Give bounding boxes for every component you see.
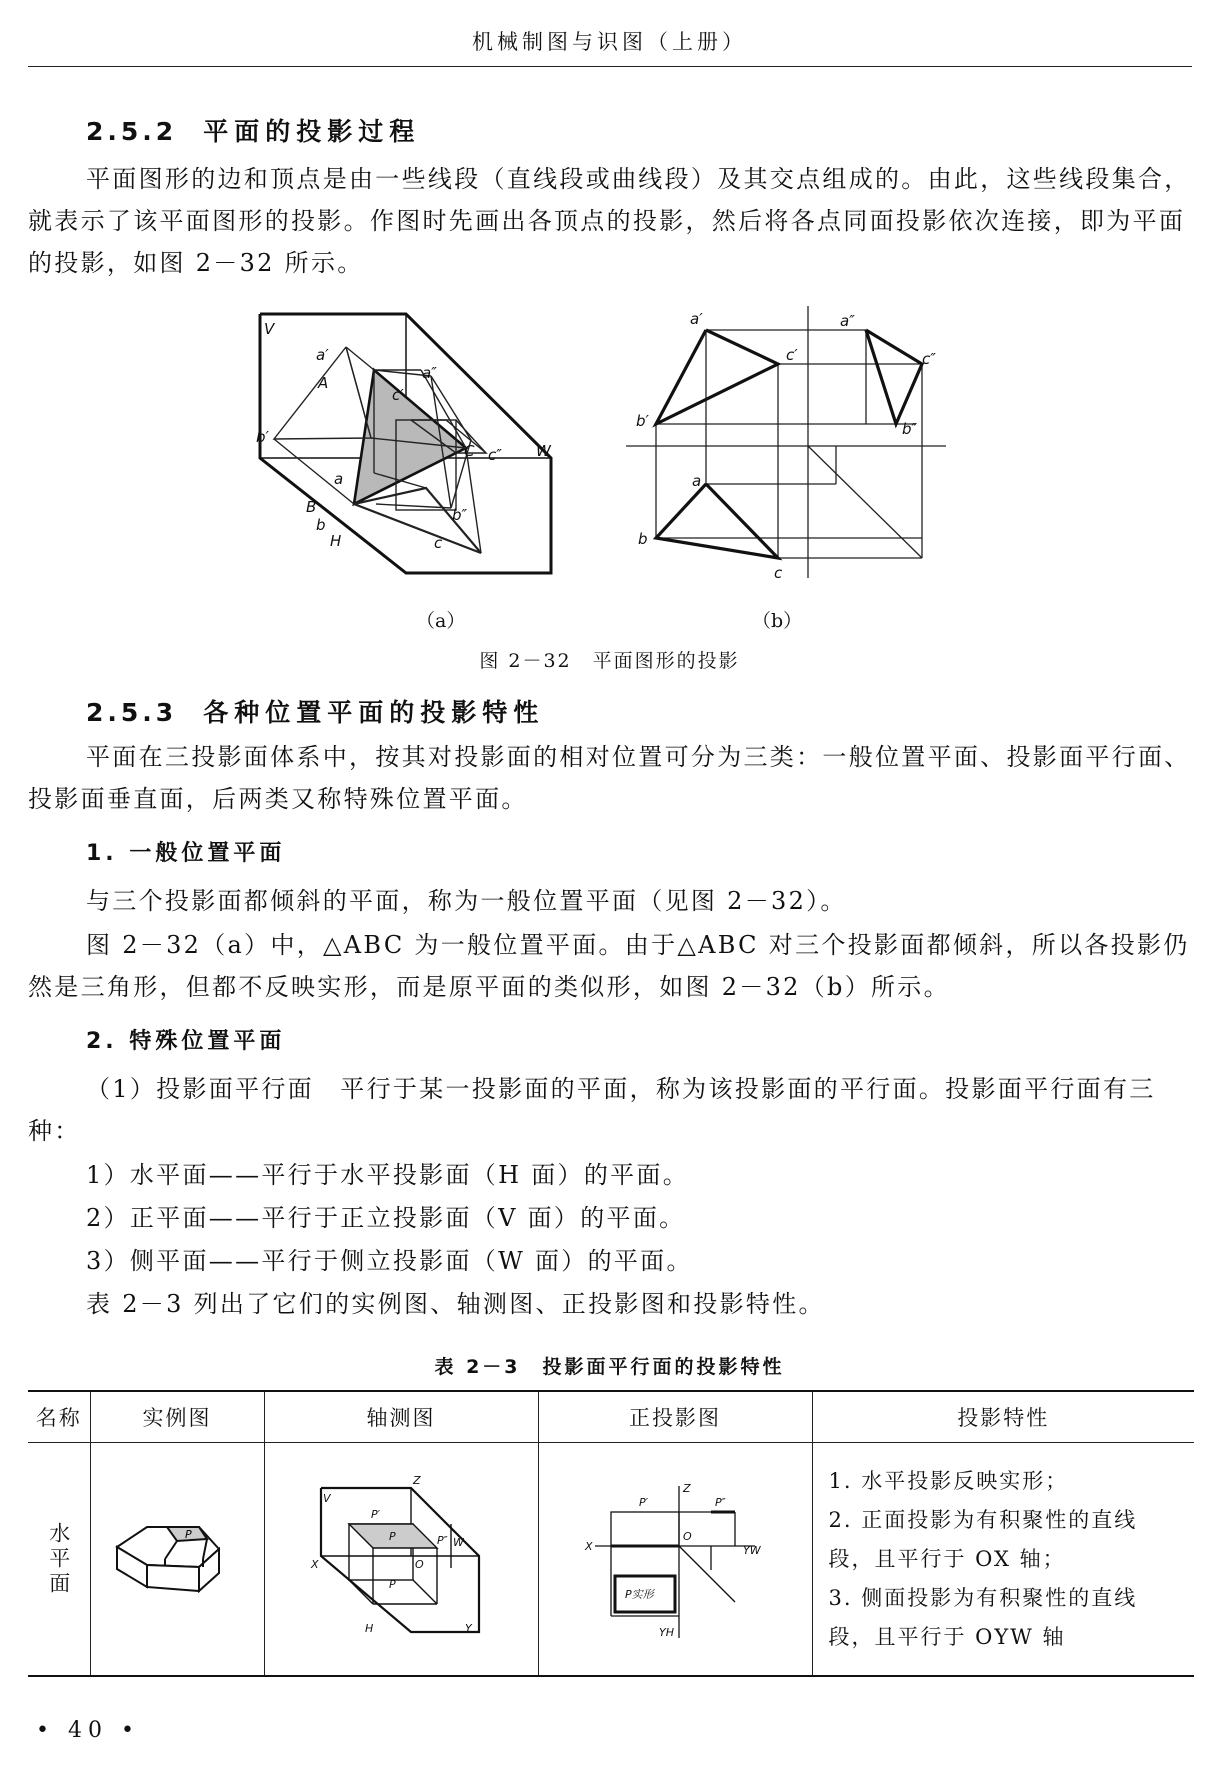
- figure-2-32b: [626, 306, 946, 582]
- page-number: • 40 •: [36, 1718, 140, 1743]
- running-header: 机械制图与识图（上册）: [472, 30, 747, 54]
- label-b1: b′: [256, 428, 269, 446]
- label-B: B: [306, 498, 317, 516]
- label-b2: b″: [902, 420, 918, 438]
- paragraph: [28, 158, 1194, 284]
- label-a1: a′: [690, 310, 703, 328]
- label-a2: a″: [840, 312, 855, 330]
- section-title: 平面的投影过程: [203, 117, 421, 146]
- paragraph: [28, 924, 1194, 1008]
- axo-label-Pb: P: [389, 1577, 396, 1591]
- example-drawing: [107, 1507, 247, 1607]
- axo-label-P2: P″: [437, 1533, 448, 1547]
- cell-axonometric: [264, 1443, 538, 1677]
- axonometric-drawing: [301, 1472, 501, 1642]
- section-number: 2.5.3: [86, 698, 178, 727]
- axo-label-H: H: [365, 1621, 374, 1635]
- figure-sublabel-b: （b）: [752, 610, 803, 632]
- axo-label-O: O: [415, 1557, 424, 1571]
- label-b1: b′: [636, 412, 649, 430]
- label-c: c: [434, 534, 443, 552]
- property-line: 段，且平行于 OYW 轴: [828, 1624, 1066, 1649]
- ortho-label-P1: P′: [639, 1495, 649, 1509]
- section-heading-2-5-3: [86, 693, 544, 729]
- ortho-label-Preal: P实形: [625, 1587, 654, 1601]
- example-label-P: P: [185, 1527, 192, 1541]
- axo-label-P1: P′: [371, 1507, 381, 1521]
- axo-label-X: X: [311, 1557, 319, 1571]
- subheading-general: 1. 一般位置平面: [86, 841, 286, 866]
- figure-2-32a: [256, 308, 556, 580]
- axo-label-W: W: [453, 1535, 464, 1549]
- ortho-label-P2: P″: [715, 1495, 726, 1509]
- list-item: [28, 1240, 1194, 1282]
- header-name: 名称: [28, 1391, 90, 1443]
- paragraph: [28, 880, 1194, 922]
- row-name: 水平面: [46, 1521, 71, 1597]
- header-orthographic: 正投影图: [538, 1391, 812, 1443]
- header-rule: [28, 66, 1192, 67]
- axo-label-Y: Y: [465, 1621, 472, 1635]
- property-line: 3. 侧面投影为有积聚性的直线: [828, 1585, 1138, 1610]
- cell-name: [28, 1443, 90, 1677]
- figure-sublabel-a: （a）: [416, 610, 466, 632]
- orthographic-drawing: [575, 1472, 775, 1642]
- list-item-text: 1）水平面——平行于水平投影面（H 面）的平面。: [86, 1161, 690, 1189]
- ortho-label-O: O: [683, 1529, 692, 1543]
- paragraph: [28, 736, 1194, 820]
- label-V: V: [264, 320, 275, 338]
- cell-example: [90, 1443, 264, 1677]
- table-2-3: [28, 1390, 1194, 1677]
- section-title: 各种位置平面的投影特性: [203, 698, 545, 727]
- header-example: 实例图: [90, 1391, 264, 1443]
- ortho-label-YH: YH: [659, 1625, 674, 1639]
- ortho-label-X: X: [585, 1539, 593, 1553]
- figure-caption: 图 2－32 平面图形的投影: [479, 650, 740, 672]
- section-heading-2-5-2: [86, 112, 420, 148]
- ortho-label-YW: YW: [743, 1543, 761, 1557]
- axo-label-V: V: [323, 1491, 331, 1505]
- label-b: b: [638, 530, 648, 548]
- paragraph: [28, 1283, 1194, 1325]
- label-c1: c′: [786, 346, 798, 364]
- label-b: b: [316, 516, 326, 534]
- property-line: 2. 正面投影为有积聚性的直线: [828, 1507, 1138, 1532]
- label-a2: a″: [422, 364, 437, 382]
- cell-properties: [812, 1443, 1194, 1677]
- label-c: c: [774, 564, 783, 582]
- list-item: [28, 1197, 1194, 1239]
- table-caption: 表 2－3 投影面平行面的投影特性: [434, 1356, 785, 1378]
- section-number: 2.5.2: [86, 117, 178, 146]
- property-line: 1. 水平投影反映实形；: [828, 1468, 1069, 1493]
- paragraph-text: （1）投影面平行面 平行于某一投影面的平面，称为该投影面的平行面。投影面平行面有三种：: [28, 1075, 1156, 1145]
- paragraph: [28, 1068, 1194, 1152]
- axo-label-Z: Z: [413, 1473, 421, 1487]
- label-C: C: [464, 442, 475, 460]
- label-a1: a′: [316, 346, 329, 364]
- subheading-special: 2. 特殊位置平面: [86, 1029, 286, 1054]
- list-item-text: 3）侧平面——平行于侧立投影面（W 面）的平面。: [86, 1247, 693, 1275]
- label-b2: b″: [452, 506, 468, 524]
- label-H: H: [330, 532, 342, 550]
- ortho-label-Z: Z: [683, 1481, 691, 1495]
- label-c2: c″: [488, 446, 502, 464]
- label-a: a: [334, 470, 344, 488]
- paragraph-text: 平面图形的边和顶点是由一些线段（直线段或曲线段）及其交点组成的。由此，这些线段集合，就表示了该平面图形的投影。作图时先画出各顶点的投影，然后将各点同面投影依次连接，即为平面的投影，如图 2－32 所示。: [28, 165, 1191, 277]
- paragraph-text: 与三个投影面都倾斜的平面，称为一般位置平面（见图 2－32）。: [86, 887, 847, 915]
- axo-label-P: P: [389, 1529, 396, 1543]
- header-axonometric: 轴测图: [264, 1391, 538, 1443]
- cell-orthographic: [538, 1443, 812, 1677]
- list-item-text: 2）正平面——平行于正立投影面（V 面）的平面。: [86, 1204, 686, 1232]
- list-item: [28, 1154, 1194, 1196]
- label-A: A: [318, 374, 329, 392]
- label-W: W: [536, 442, 551, 460]
- table-header-row: [28, 1391, 1194, 1443]
- paragraph-text: 图 2－32（a）中，△ABC 为一般位置平面。由于△ABC 对三个投影面都倾斜，所以各投影仍然是三角形，但都不反映实形，而是原平面的类似形，如图 2－32（b）所示。: [28, 931, 1190, 1001]
- label-a: a: [692, 472, 702, 490]
- label-c2: c″: [922, 350, 936, 368]
- header-properties: 投影特性: [812, 1391, 1194, 1443]
- paragraph-text: 表 2－3 列出了它们的实例图、轴测图、正投影图和投影特性。: [86, 1290, 825, 1318]
- label-c1: c′: [392, 386, 404, 404]
- table-row: [28, 1443, 1194, 1677]
- paragraph-text: 平面在三投影面体系中，按其对投影面的相对位置可分为三类：一般位置平面、投影面平行面、投影面垂直面，后两类又称特殊位置平面。: [28, 743, 1191, 813]
- property-line: 段，且平行于 OX 轴；: [828, 1546, 1066, 1571]
